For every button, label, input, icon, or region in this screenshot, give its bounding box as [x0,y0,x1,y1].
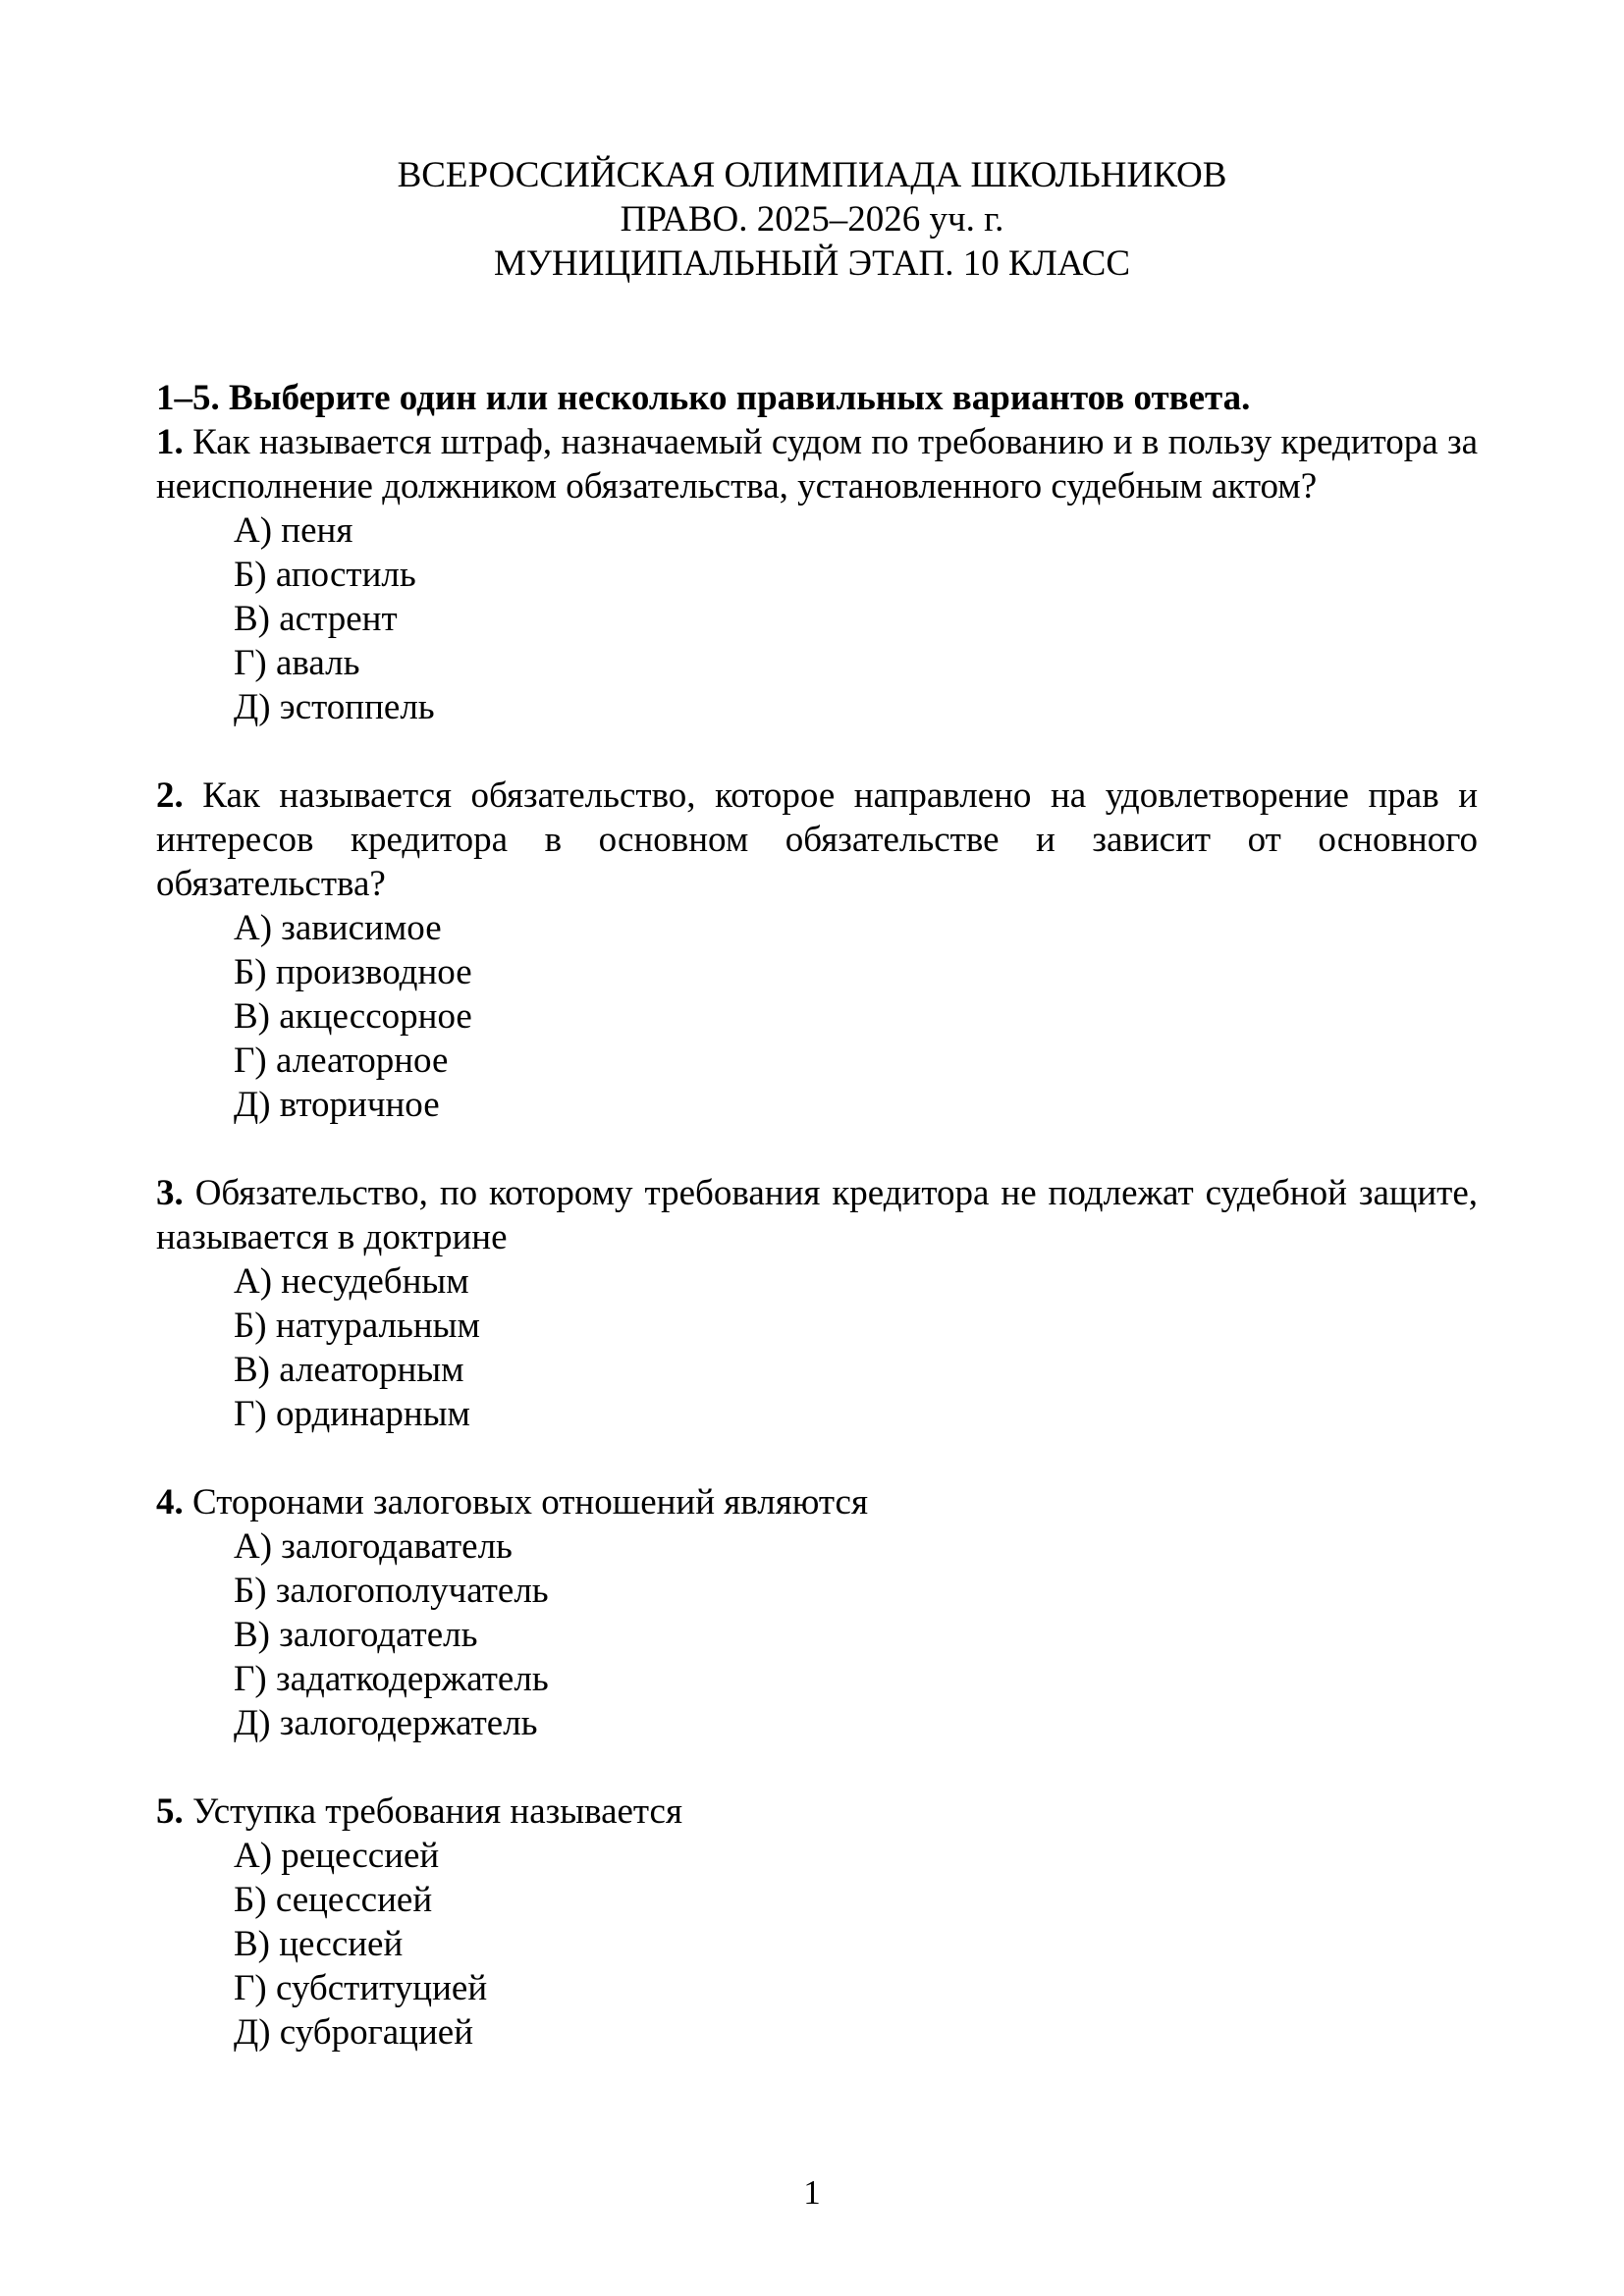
answer-option: Б) сецессией [234,1880,433,1920]
answer-option: В) цессией [234,1924,404,1964]
question-number: 3. [156,1173,184,1213]
answer-option: Г) задаткодержатель [234,1659,549,1699]
question-body: Уступка требования называется [192,1791,682,1832]
answer-option: Г) аваль [234,643,360,683]
answer-options [156,906,1478,1127]
answer-options [156,508,1478,729]
question-text [156,1480,1478,1524]
answer-option: А) пеня [234,510,353,551]
answer-option: А) несудебным [234,1261,469,1302]
answer-option: Г) алеаторное [234,1041,449,1081]
answer-options [156,1259,1478,1436]
question-2 [156,774,1478,1127]
answer-option: В) алеаторным [234,1350,464,1390]
question-number: 1. [156,422,184,462]
question-text [156,1171,1478,1259]
answer-option: В) акцессорное [234,996,472,1037]
answer-option: А) залогодаватель [234,1526,513,1567]
document-header [0,153,1624,286]
answer-option: Д) эстоппель [234,687,435,727]
question-1 [156,420,1478,729]
question-body: Как называется обязательство, которое направлено на удовлетворение прав и интересов кредитора в основном обязательстве и зависит от основного обязательства? [156,775,1479,904]
question-text [156,774,1478,906]
answer-option: В) залогодатель [234,1615,478,1655]
answer-option: А) рецессией [234,1836,440,1876]
header-stage-grade: МУНИЦИПАЛЬНЫЙ ЭТАП. 10 КЛАСС [493,243,1131,284]
answer-option: Д) вторичное [234,1085,440,1125]
question-body: Как называется штраф, назначаемый судом по требованию и в пользу кредитора за неисполнение должником обязательства, установленного судебным актом? [156,422,1478,507]
question-text [156,1789,1478,1834]
answer-option: Б) апостиль [234,555,416,595]
answer-option: Б) натуральным [234,1306,480,1346]
question-number: 5. [156,1791,184,1832]
question-number: 2. [156,775,184,816]
answer-options [156,1524,1478,1745]
answer-option: А) зависимое [234,908,442,948]
question-5 [156,1789,1478,2055]
header-subject-year: ПРАВО. 2025–2026 уч. г. [620,199,1004,240]
answer-option: Г) субституцией [234,1968,488,2008]
page-number: 1 [803,2173,821,2212]
answer-option: В) астрент [234,599,398,639]
answer-option: Д) залогодержатель [234,1703,538,1743]
question-number: 4. [156,1482,184,1522]
question-body: Обязательство, по которому требования кредитора не подлежат судебной защите, называется в доктрине [156,1173,1478,1257]
section-instructions: 1–5. Выберите один или несколько правильных вариантов ответа. [156,378,1251,418]
question-3 [156,1171,1478,1436]
answer-options [156,1834,1478,2055]
question-text [156,420,1478,508]
answer-option: Б) производное [234,952,472,992]
question-body: Сторонами залоговых отношений являются [192,1482,868,1522]
question-4 [156,1480,1478,1745]
answer-option: Д) суброгацией [234,2012,474,2053]
answer-option: Г) ординарным [234,1394,470,1434]
header-olympiad-title: ВСЕРОССИЙСКАЯ ОЛИМПИАДА ШКОЛЬНИКОВ [397,155,1227,195]
document-body [156,376,1478,2055]
answer-option: Б) залогополучатель [234,1571,549,1611]
